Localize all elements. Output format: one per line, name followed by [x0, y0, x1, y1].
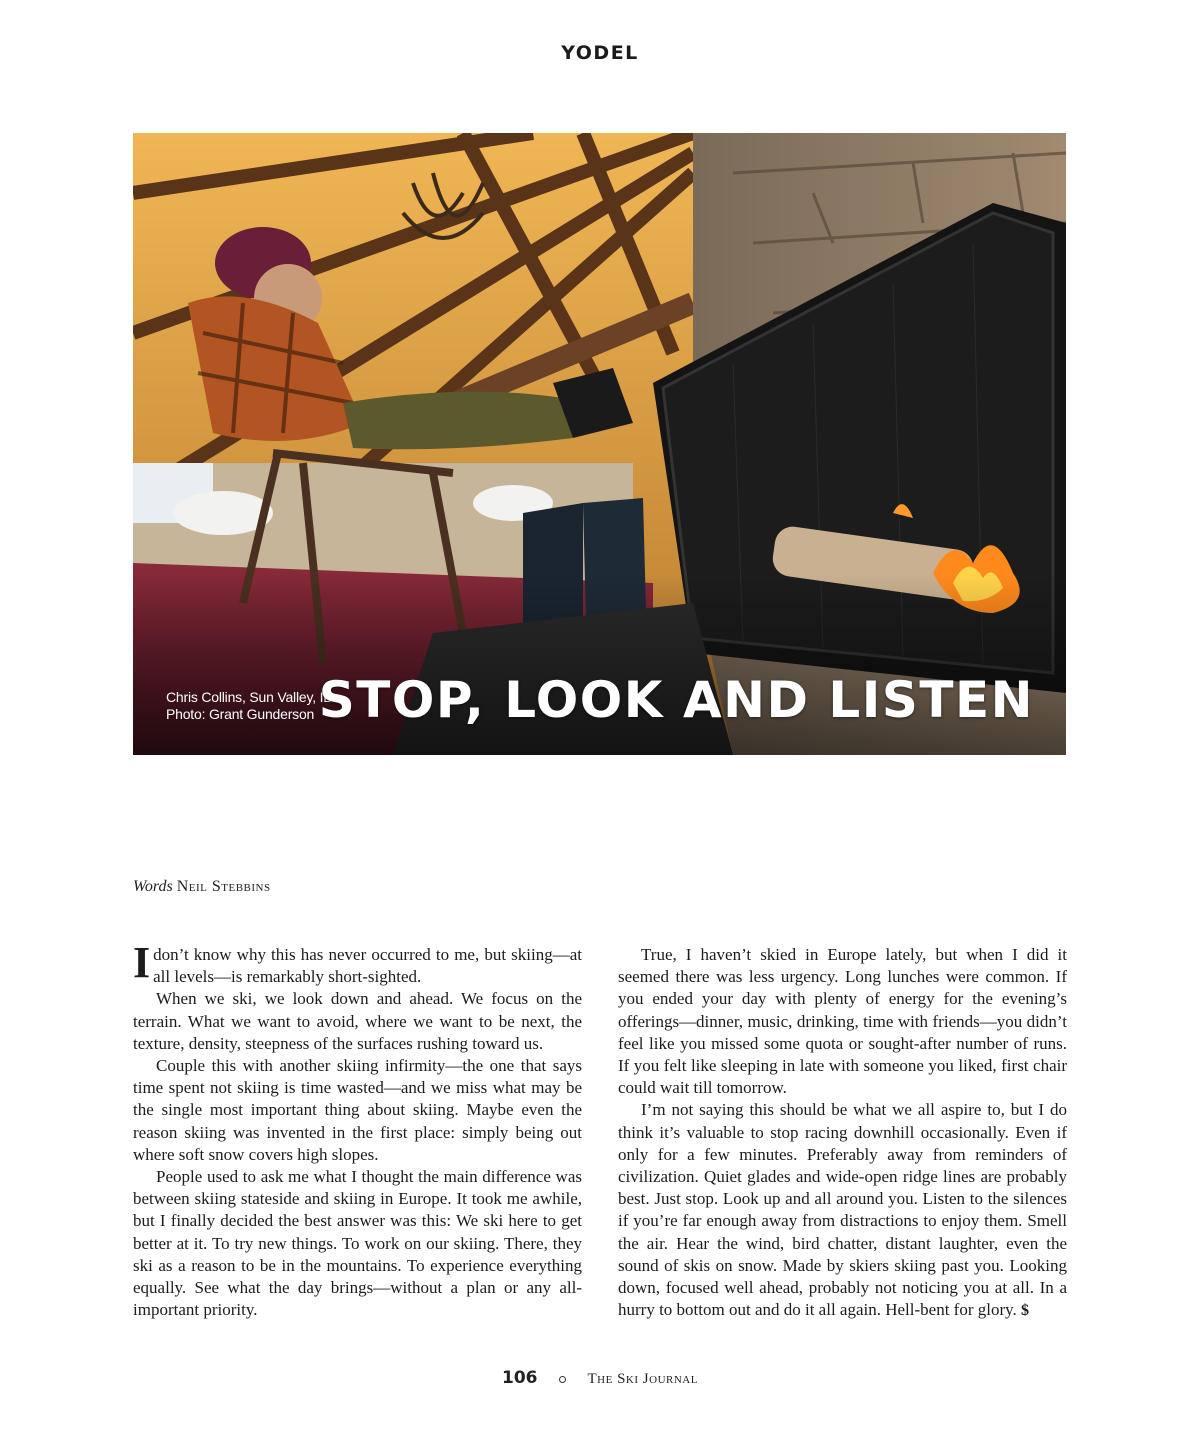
paragraph: When we ski, we look down and ahead. We focus on the terrain. What we want to avoid, where we want to be next, the texture, density, steepness of the surfaces rushing toward us.: [133, 989, 582, 1053]
dropcap: I: [133, 938, 151, 987]
page-footer: [0, 1368, 1200, 1388]
photo-caption: [166, 689, 337, 723]
separator-dot-icon: [559, 1376, 566, 1383]
byline-label: Words: [133, 878, 173, 895]
magazine-name: The Ski Journal: [587, 1371, 698, 1387]
paragraph: True, I haven’t skied in Europe lately, but when I did it seemed there was less urgency. Long lunches were common. If you ended your day with plenty of energy for the evening’s offerings—dinner, music, drinking, time with friends—you didn’t feel like you missed some quota or sought-after number of runs. If you felt like sleeping in late with someone you liked, first chair could wait till tomorrow.: [618, 945, 1067, 1098]
hero-photo: [133, 133, 1066, 755]
photo-skier-by-lodge-fireplace-icon: [133, 133, 1066, 755]
article-column-right: [618, 944, 1067, 1322]
byline-author: Neil Stebbins: [176, 878, 271, 895]
caption-credit: Photo: Grant Gunderson: [166, 706, 315, 722]
paragraph: Couple this with another skiing infirmity—the one that says time spent not skiing is time wasted—and we miss what may be the single most important thing about skiing. Maybe even the reason skiing was invented in the first place: simply being out where soft snow covers high slopes.: [133, 1056, 582, 1164]
article-column-left: [133, 938, 582, 1321]
paragraph: I’m not saying this should be what we all aspire to, but I do think it’s valuable to stop racing downhill occasionally. Even if only for a few minutes. Preferably away from reminders of civilization. Quiet glades and wide-open ridge lines are probably best. Just stop. Look up and all around you. Listen to the silences if you’re far enough away from distractions to enjoy them. Smell the air. Hear the wind, bird chatter, distant laughter, even the sound of skis on snow. Made by skiers skiing past you. Looking down, focused well ahead, probably not noticing you at all. In a hurry to bottom out and do it all again. Hell-bent for glory. $: [618, 1100, 1067, 1320]
caption-subject: Chris Collins, Sun Valley, ID.: [166, 689, 337, 705]
end-mark-icon: $: [1021, 1302, 1030, 1320]
paragraph: Idon’t know why this has never occurred to me, but skiing—at all levels—is remarkably short-sighted.: [133, 938, 582, 987]
page-number: 106: [502, 1368, 538, 1388]
paragraph: People used to ask me what I thought the main difference was between skiing stateside and skiing in Europe. It took me awhile, but I finally decided the best answer was this: We ski here to get better at it. To try new things. To work on our skiing. There, they ski as a reason to be in the mountains. To experience everything equally. See what the day brings—without a plan or any all-important priority.: [133, 1167, 582, 1320]
article-title: STOP, LOOK AND LISTEN: [318, 671, 1034, 729]
section-header: YODEL: [561, 42, 639, 64]
byline: [133, 878, 271, 896]
